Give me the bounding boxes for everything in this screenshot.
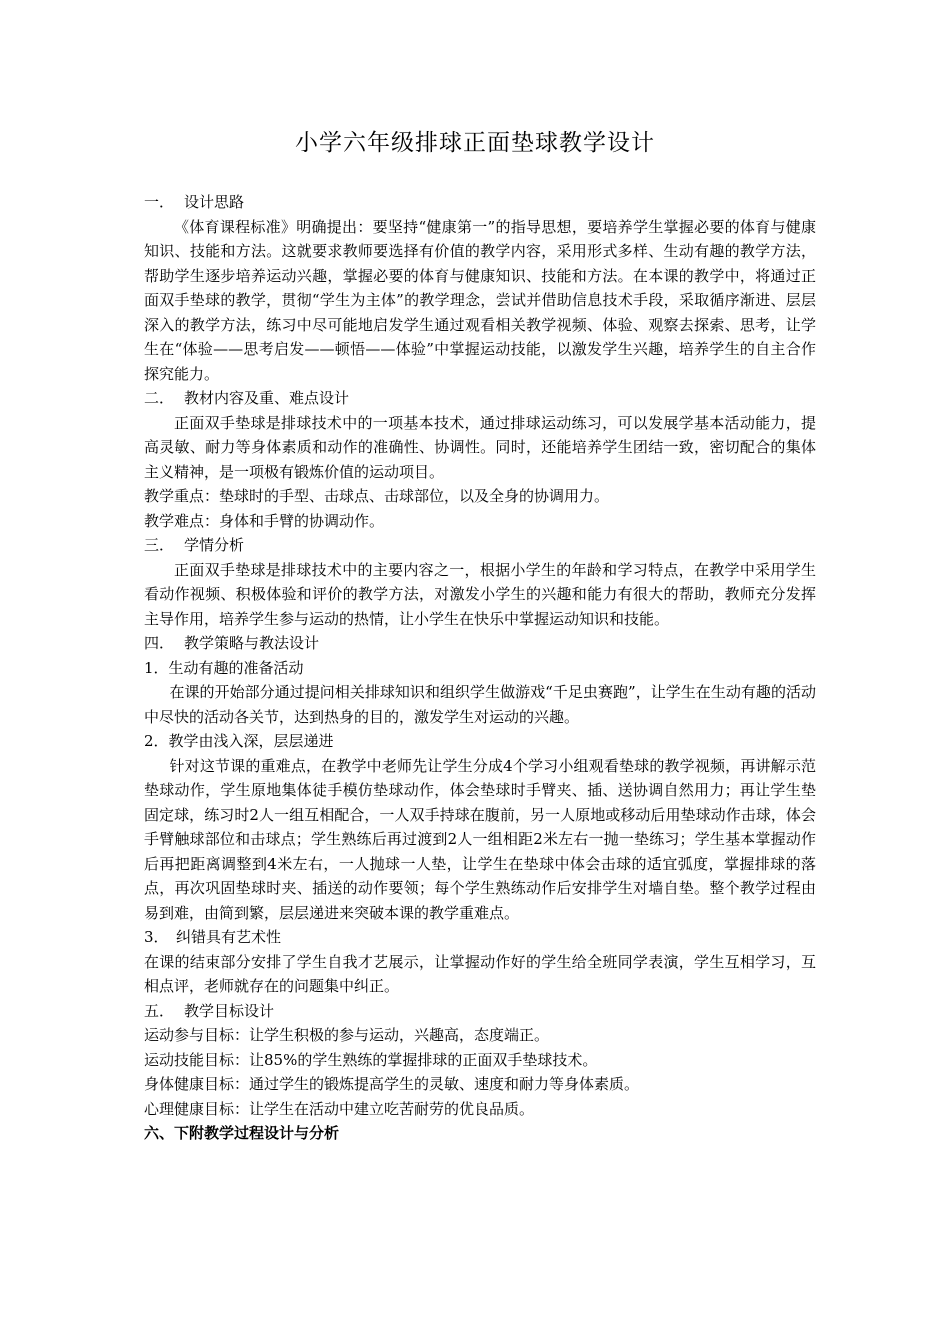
section-title: 学情分析 (184, 536, 245, 554)
paragraph: 针对这节课的重难点，在教学中老师先让学生分成4个学习小组观看垫球的教学视频，再讲解示范垫球动作，学生原地集体徒手模仿垫球动作，体会垫球时手臂夹、插、送协调自然用力；再让学生垫固定球，练习时2人一组互相配合，一人双手持球在腹前，另一人原地或移动后用垫球动作击球，体会手臂触球部位和击球点；学生熟练后再过渡到2人一组相距2米左右一抛一垫练习；学生基本掌握动作后再把距离调整到4米左右，一人抛球一人垫，让学生在垫球中体会击球的适宜弧度，掌握排球的落点，再次巩固垫球时夹、插送的动作要领；每个学生熟练动作后安排学生对墙自垫。整个教学过程由易到难，由简到繁，层层递进来突破本课的教学重难点。 (144, 756, 816, 922)
section-heading-2 (144, 386, 816, 411)
section-heading-1 (144, 190, 816, 215)
section-title: 教材内容及重、难点设计 (184, 389, 350, 407)
section-number: 三． (144, 536, 175, 554)
goal-skill: 运动技能目标：让85%的学生熟练的掌握排球的正面双手垫球技术。 (144, 1050, 598, 1069)
paragraph: 《体育课程标准》明确提出：要坚持“健康第一”的指导思想，要培养学生掌握必要的体育与健康知识、技能和方法。这就要求教师要选择有价值的教学内容，采用形式多样、生动有趣的教学方法，帮助学生逐步培养运动兴趣，掌握必要的体育与健康知识、技能和方法。在本课的教学中，将通过正面双手垫球的教学，贯彻“学生为主体”的教学理念，尝试并借助信息技术手段，采取循序渐进、层层深入的教学方法，练习中尽可能地启发学生通过观看相关教学视频、体验、观察去探索、思考，让学生在“体验——思考启发——顿悟——体验”中掌握运动技能，以激发学生兴趣，培养学生的自主合作探究能力。 (144, 217, 816, 383)
goal-participation: 运动参与目标：让学生积极的参与运动，兴趣高，态度端正。 (144, 1026, 550, 1044)
section-number: 四． (144, 634, 175, 652)
section-number: 五． (144, 1001, 175, 1020)
subheading-3: 3． 纠错具有艺术性 (144, 928, 282, 946)
section-title: 教学目标设计 (184, 1001, 275, 1020)
paragraph: 正面双手垫球是排球技术中的一项基本技术，通过排球运动练习，可以发展学基本活动能力，提高灵敏、耐力等身体素质和动作的准确性、协调性。同时，还能培养学生团结一致，密切配合的集体主义精神，是一项极有锻炼价值的运动项目。 (144, 413, 816, 481)
subheading-1: 1．生动有趣的准备活动 (144, 658, 304, 677)
section-number: 一． (144, 193, 175, 211)
section-number: 二． (144, 389, 175, 407)
page-title: 小学六年级排球正面垫球教学设计 (295, 130, 655, 156)
section-heading-3 (144, 533, 816, 558)
goal-physical: 身体健康目标：通过学生的锻炼提高学生的灵敏、速度和耐力等身体素质。 (144, 1075, 640, 1093)
teaching-key-point: 教学重点：垫球时的手型、击球点、击球部位，以及全身的协调用力。 (144, 487, 610, 505)
section-heading-6: 六、下附教学过程设计与分析 (144, 1124, 340, 1142)
section-heading-5 (144, 999, 816, 1024)
section-title: 设计思路 (184, 193, 245, 211)
paragraph: 在课的开始部分通过提问相关排球知识和组织学生做游戏“千足虫赛跑”，让学生在生动有趣的活动中尽快的活动各关节，达到热身的目的，激发学生对运动的兴趣。 (144, 683, 816, 726)
goal-mental: 心理健康目标：让学生在活动中建立吃苦耐劳的优良品质。 (144, 1099, 535, 1118)
section-heading-4 (144, 631, 816, 656)
document-body (144, 190, 816, 1146)
paragraph: 在课的结束部分安排了学生自我才艺展示，让掌握动作好的学生给全班同学表演，学生互相学习，互相点评，老师就存在的问题集中纠正。 (144, 952, 816, 995)
teaching-difficulty: 教学难点：身体和手臂的协调动作。 (144, 511, 385, 530)
subheading-2: 2．教学由浅入深，层层递进 (144, 732, 334, 750)
section-title: 教学策略与教法设计 (184, 634, 320, 652)
paragraph: 正面双手垫球是排球技术中的主要内容之一，根据小学生的年龄和学习特点，在教学中采用学生看动作视频、积极体验和评价的教学方法，对激发小学生的兴趣和能力有很大的帮助，教师充分发挥主导作用，培养学生参与运动的热情，让小学生在快乐中掌握运动知识和技能。 (144, 560, 816, 628)
